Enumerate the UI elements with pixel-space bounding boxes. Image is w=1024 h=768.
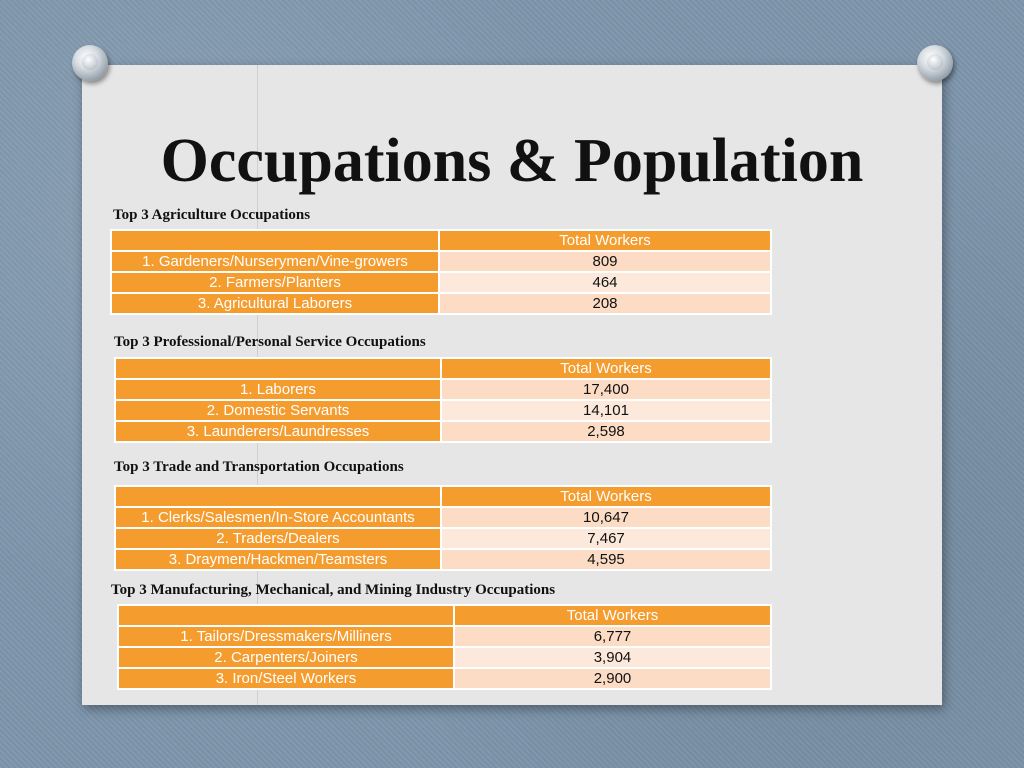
table-row bbox=[118, 647, 771, 668]
occupation-label: 2. Carpenters/Joiners bbox=[118, 647, 454, 668]
pushpin-icon bbox=[917, 45, 953, 81]
table-header-row bbox=[111, 230, 771, 251]
occupation-label: 1. Gardeners/Nurserymen/Vine-growers bbox=[111, 251, 439, 272]
table-row bbox=[115, 549, 771, 570]
agriculture-table bbox=[110, 229, 772, 315]
table-row bbox=[115, 507, 771, 528]
table-row bbox=[111, 272, 771, 293]
table-header-row bbox=[115, 486, 771, 507]
occupation-label: 1. Tailors/Dressmakers/Milliners bbox=[118, 626, 454, 647]
worker-count: 4,595 bbox=[441, 549, 771, 570]
occupation-label: 3. Draymen/Hackmen/Teamsters bbox=[115, 549, 441, 570]
professional-service-table bbox=[114, 357, 772, 443]
table-header-row bbox=[115, 358, 771, 379]
worker-count: 464 bbox=[439, 272, 771, 293]
worker-count: 6,777 bbox=[454, 626, 771, 647]
header-empty-cell bbox=[111, 230, 439, 251]
worker-count: 10,647 bbox=[441, 507, 771, 528]
worker-count: 2,598 bbox=[441, 421, 771, 442]
column-header: Total Workers bbox=[441, 486, 771, 507]
occupation-label: 3. Agricultural Laborers bbox=[111, 293, 439, 314]
worker-count: 208 bbox=[439, 293, 771, 314]
occupation-label: 2. Farmers/Planters bbox=[111, 272, 439, 293]
manufacturing-table bbox=[117, 604, 772, 690]
column-header: Total Workers bbox=[454, 605, 771, 626]
table-caption-agriculture: Top 3 Agriculture Occupations bbox=[113, 207, 311, 223]
worker-count: 809 bbox=[439, 251, 771, 272]
table-row bbox=[115, 379, 771, 400]
worker-count: 3,904 bbox=[454, 647, 771, 668]
header-empty-cell bbox=[115, 486, 441, 507]
page-title: Occupations & Population bbox=[160, 127, 864, 195]
worker-count: 17,400 bbox=[441, 379, 771, 400]
table-caption-manufacturing: Top 3 Manufacturing, Mechanical, and Mining Industry Occupations bbox=[111, 582, 556, 598]
header-empty-cell bbox=[118, 605, 454, 626]
table-row bbox=[111, 293, 771, 314]
worker-count: 7,467 bbox=[441, 528, 771, 549]
table-row bbox=[118, 626, 771, 647]
table-caption-trade: Top 3 Trade and Transportation Occupations bbox=[114, 459, 404, 475]
column-header: Total Workers bbox=[441, 358, 771, 379]
occupation-label: 2. Traders/Dealers bbox=[115, 528, 441, 549]
table-row bbox=[115, 421, 771, 442]
occupation-label: 3. Launderers/Laundresses bbox=[115, 421, 441, 442]
table-row bbox=[115, 528, 771, 549]
table-row bbox=[115, 400, 771, 421]
trade-transportation-table bbox=[114, 485, 772, 571]
table-row bbox=[118, 668, 771, 689]
header-empty-cell bbox=[115, 358, 441, 379]
table-caption-professional: Top 3 Professional/Personal Service Occupations bbox=[114, 334, 426, 350]
occupation-label: 2. Domestic Servants bbox=[115, 400, 441, 421]
table-row bbox=[111, 251, 771, 272]
worker-count: 14,101 bbox=[441, 400, 771, 421]
column-header: Total Workers bbox=[439, 230, 771, 251]
occupation-label: 1. Laborers bbox=[115, 379, 441, 400]
occupation-label: 3. Iron/Steel Workers bbox=[118, 668, 454, 689]
occupation-label: 1. Clerks/Salesmen/In-Store Accountants bbox=[115, 507, 441, 528]
worker-count: 2,900 bbox=[454, 668, 771, 689]
table-header-row bbox=[118, 605, 771, 626]
pushpin-icon bbox=[72, 45, 108, 81]
